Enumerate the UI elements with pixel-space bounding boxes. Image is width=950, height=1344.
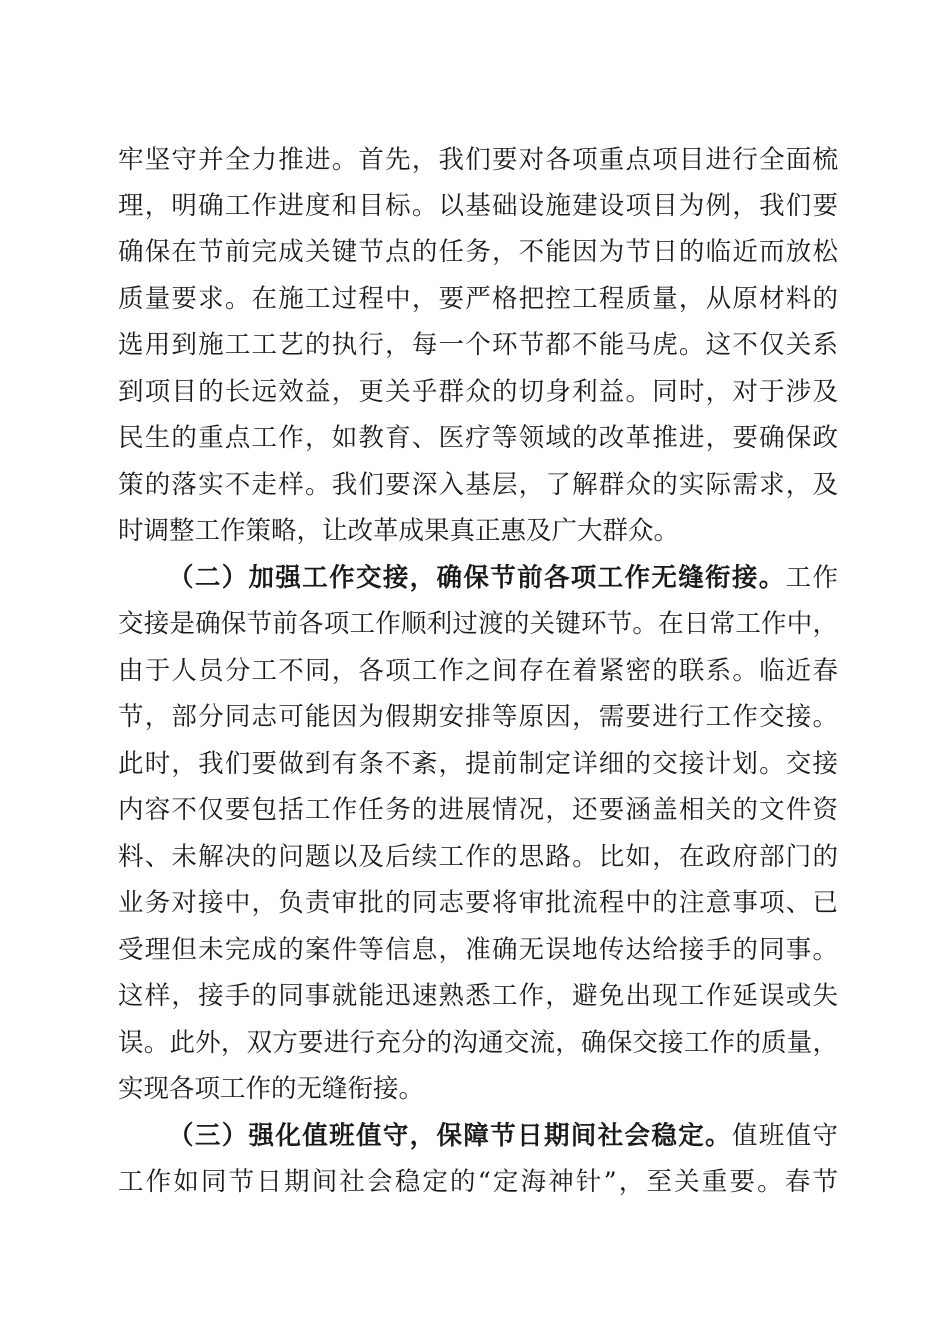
paragraph-line: 到项目的长远效益，更关乎群众的切身利益。同时，对于涉及 [118,377,838,407]
section-heading: （三）强化值班值守，保障节日期间社会稳定。 [168,1121,732,1151]
paragraph-line: 内容不仅要包括工作任务的进展情况，还要涵盖相关的文件资 [118,795,838,825]
paragraph-line: 时调整工作策略，让改革成果真正惠及广大群众。 [118,516,680,546]
paragraph-line: 牢坚守并全力推进。首先，我们要对各项重点项目进行全面梳 [118,145,838,175]
paragraph-line: 这样，接手的同事就能迅速熟悉工作，避免出现工作延误或失 [118,981,838,1011]
section-heading-line [168,1116,838,1156]
paragraph-line: 实现各项工作的无缝衔接。 [118,1074,425,1104]
section-heading-line [168,558,838,598]
heading-line-rest: 工作 [785,563,838,593]
paragraph-line: 业务对接中，负责审批的同志要将审批流程中的注意事项、已 [118,888,838,918]
paragraph-line: 误。此外，双方要进行充分的沟通交流，确保交接工作的质量， [118,1028,838,1058]
paragraph-line: 理，明确工作进度和目标。以基础设施建设项目为例，我们要 [118,191,838,221]
paragraph-line: 确保在节前完成关键节点的任务，不能因为节日的临近而放松 [118,237,838,267]
paragraph-line: 由于人员分工不同，各项工作之间存在着紧密的联系。临近春 [118,656,838,686]
paragraph-line: 此时，我们要做到有条不紊，提前制定详细的交接计划。交接 [118,749,838,779]
paragraph-line: 节，部分同志可能因为假期安排等原因，需要进行工作交接。 [118,702,838,732]
paragraph-line: 交接是确保节前各项工作顺利过渡的关键环节。在日常工作中， [118,609,838,639]
paragraph-line: 受理但未完成的案件等信息，准确无误地传达给接手的同事。 [118,935,838,965]
heading-line-rest: 值班值守 [731,1121,838,1151]
paragraph-line: 质量要求。在施工过程中，要严格把控工程质量，从原材料的 [118,284,838,314]
paragraph-line: 选用到施工工艺的执行，每一个环节都不能马虎。这不仅关系 [118,330,838,360]
paragraph-line: 料、未解决的问题以及后续工作的思路。比如，在政府部门的 [118,842,838,872]
paragraph-line: 策的落实不走样。我们要深入基层，了解群众的实际需求，及 [118,470,838,500]
paragraph-line: 工作如同节日期间社会稳定的“定海神针”，至关重要。春节 [118,1167,838,1197]
section-heading: （二）加强工作交接，确保节前各项工作无缝衔接。 [168,563,786,593]
paragraph-line: 民生的重点工作，如教育、医疗等领域的改革推进，要确保政 [118,423,838,453]
